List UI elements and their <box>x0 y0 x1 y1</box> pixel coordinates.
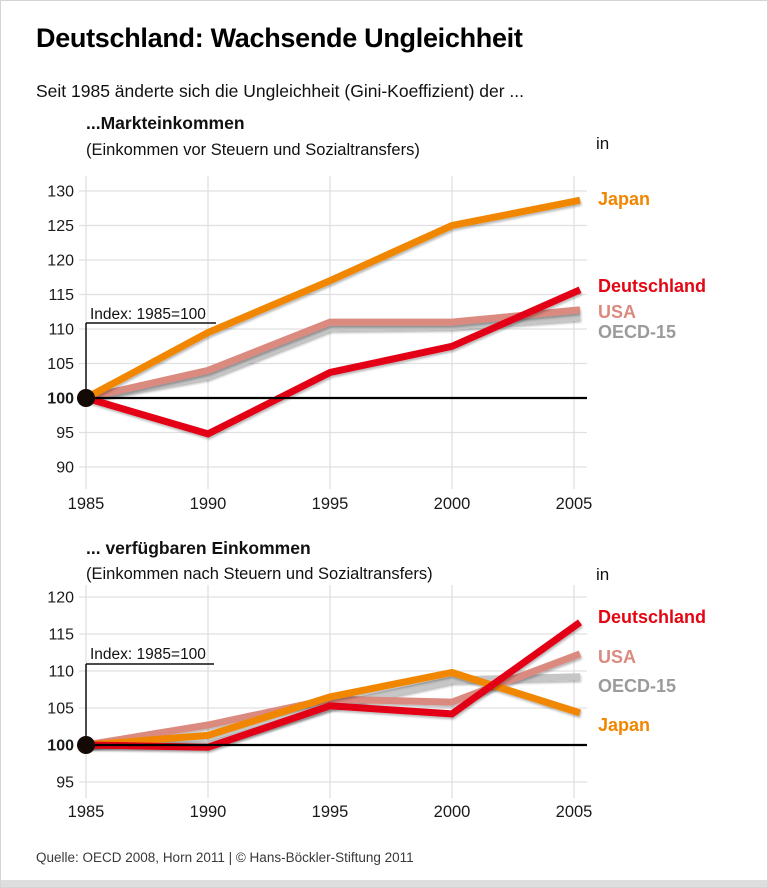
y-tick-label: 125 <box>47 218 74 235</box>
series-label-usa: USA <box>598 647 637 667</box>
x-tick-label: 2005 <box>555 803 593 821</box>
y-tick-label: 120 <box>47 589 74 607</box>
page-title: Deutschland: Wachsende Ungleichheit <box>36 23 523 53</box>
y-tick-label: 105 <box>47 700 74 718</box>
source-credit: Quelle: OECD 2008, Horn 2011 | © Hans-Böckler-Stiftung 2011 <box>36 850 414 865</box>
x-tick-label: 1990 <box>189 495 227 513</box>
origin-dot <box>77 736 95 754</box>
chart2-disposable-income <box>1 551 768 841</box>
x-tick-label: 1995 <box>311 803 349 821</box>
series-label-oecd-15: OECD-15 <box>598 322 677 342</box>
series-label-japan: Japan <box>598 189 651 209</box>
series-label-japan: Japan <box>598 715 651 735</box>
x-tick-label: 2000 <box>433 803 471 821</box>
series-label-deutschland: Deutschland <box>598 607 707 627</box>
chart1-market-income <box>1 171 768 521</box>
y-tick-label: 90 <box>56 459 74 477</box>
x-tick-label: 1985 <box>67 495 105 513</box>
y-tick-label: 95 <box>56 774 74 792</box>
y-tick-label: 100 <box>47 737 74 755</box>
y-tick-label: 115 <box>48 287 74 304</box>
x-tick-label: 1995 <box>311 495 349 513</box>
y-tick-label: 115 <box>48 626 74 644</box>
chart1-title: ...Markteinkommen <box>86 113 245 133</box>
y-tick-label: 120 <box>47 252 74 270</box>
chart2-connector-label: in <box>596 565 610 584</box>
series-label-deutschland: Deutschland <box>598 276 707 296</box>
index-note: Index: 1985=100 <box>90 646 206 663</box>
x-tick-label: 2005 <box>555 495 593 513</box>
series-label-usa: USA <box>598 302 637 322</box>
x-tick-label: 1985 <box>67 803 105 821</box>
y-tick-label: 110 <box>48 321 74 339</box>
x-tick-label: 2000 <box>433 495 471 513</box>
chart1-subtitle: (Einkommen vor Steuern und Sozialtransfers) <box>86 141 420 159</box>
x-tick-label: 1990 <box>189 803 227 821</box>
y-tick-label: 110 <box>48 663 74 681</box>
y-tick-label: 130 <box>47 183 74 201</box>
series-label-oecd-15: OECD-15 <box>598 676 677 696</box>
chart2-title: ... verfügbaren Einkommen <box>86 538 311 558</box>
page-subtitle: Seit 1985 änderte sich die Ungleichheit (Gini-Koeffizient) der ... <box>36 81 525 101</box>
origin-dot <box>77 389 95 407</box>
index-note: Index: 1985=100 <box>90 306 206 323</box>
chart1-connector-label: in <box>596 134 610 153</box>
y-tick-label: 100 <box>47 390 74 408</box>
chart2-subtitle: (Einkommen nach Steuern und Sozialtransfers) <box>86 565 433 583</box>
y-tick-label: 105 <box>47 356 74 373</box>
y-tick-label: 95 <box>56 425 74 442</box>
bottom-accent-bar <box>1 880 767 887</box>
